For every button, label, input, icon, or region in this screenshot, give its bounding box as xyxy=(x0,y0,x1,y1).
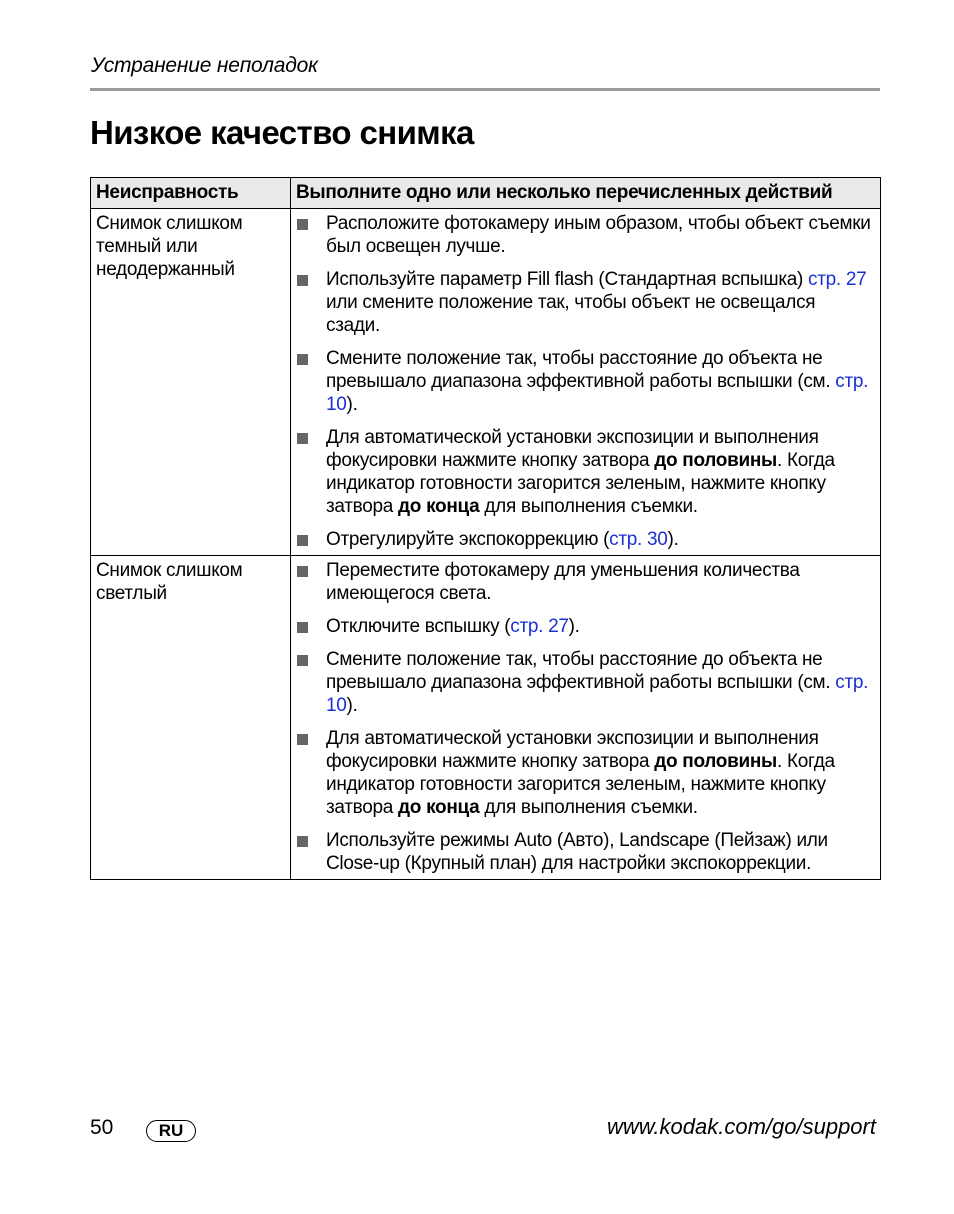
action-text: . Когда индикатор готовности загорится зеленым, нажмите кнопку затвора xyxy=(326,450,835,517)
action-text: Смените положение так, чтобы расстояние до объекта не превышало диапазона эффективной работы вспышки (см. xyxy=(326,348,836,392)
square-bullet-icon xyxy=(297,433,308,444)
action-text: Отключите вспышку ( xyxy=(326,616,511,637)
actions-list xyxy=(296,559,872,875)
square-bullet-icon xyxy=(297,622,308,633)
troubleshooting-table xyxy=(90,177,881,880)
action-text: Используйте параметр Fill flash (Стандартная вспышка) xyxy=(326,269,809,290)
table-header-row xyxy=(91,178,881,209)
language-badge: RU xyxy=(146,1120,196,1142)
action-item xyxy=(296,559,872,605)
page-reference-link[interactable]: стр. 10 xyxy=(326,672,869,716)
action-text: . Когда индикатор готовности загорится зеленым, нажмите кнопку затвора xyxy=(326,751,835,818)
page-reference-link[interactable]: стр. 27 xyxy=(808,269,867,290)
action-item xyxy=(296,528,872,551)
square-bullet-icon xyxy=(297,655,308,666)
support-url-link[interactable]: www.kodak.com/go/support xyxy=(606,1114,876,1139)
page-reference-link[interactable]: стр. 10 xyxy=(326,371,869,415)
square-bullet-icon xyxy=(297,836,308,847)
action-text: Переместите фотокамеру для уменьшения количества имеющегося света. xyxy=(326,560,800,604)
emphasis-text: до конца xyxy=(398,797,480,818)
action-item xyxy=(296,727,872,819)
problem-cell: Снимок слишком темный или недодержанный xyxy=(91,209,291,556)
action-item xyxy=(296,426,872,518)
action-text: или смените положение так, чтобы объект не освещался сзади. xyxy=(326,292,816,336)
page-number: 50 xyxy=(90,1116,114,1139)
action-text: ). xyxy=(346,695,358,716)
page-reference-link[interactable]: стр. 27 xyxy=(510,616,569,637)
emphasis-text: до половины xyxy=(654,751,777,772)
column-header-actions: Выполните одно или несколько перечисленных действий xyxy=(291,178,881,209)
page-reference-link[interactable]: стр. 30 xyxy=(609,529,668,550)
running-header: Устранение неполадок xyxy=(91,54,318,77)
action-item xyxy=(296,829,872,875)
square-bullet-icon xyxy=(297,354,308,365)
action-text: для выполнения съемки. xyxy=(479,496,698,517)
action-item xyxy=(296,347,872,416)
emphasis-text: до конца xyxy=(398,496,480,517)
actions-cell xyxy=(291,556,881,880)
square-bullet-icon xyxy=(297,275,308,286)
table-row xyxy=(91,556,881,880)
table-row xyxy=(91,209,881,556)
actions-cell xyxy=(291,209,881,556)
action-item xyxy=(296,648,872,717)
action-text: ). xyxy=(667,529,679,550)
actions-list xyxy=(296,212,872,551)
emphasis-text: до половины xyxy=(654,450,777,471)
header-rule xyxy=(90,88,880,91)
action-text: ). xyxy=(346,394,358,415)
column-header-problem: Неисправность xyxy=(91,178,291,209)
action-text: ). xyxy=(568,616,580,637)
action-text: для выполнения съемки. xyxy=(479,797,698,818)
square-bullet-icon xyxy=(297,734,308,745)
page-title: Низкое качество снимка xyxy=(90,114,474,151)
problem-cell: Снимок слишком светлый xyxy=(91,556,291,880)
square-bullet-icon xyxy=(297,535,308,546)
square-bullet-icon xyxy=(297,219,308,230)
action-item xyxy=(296,615,872,638)
action-text: Смените положение так, чтобы расстояние до объекта не превышало диапазона эффективной работы вспышки (см. xyxy=(326,649,836,693)
square-bullet-icon xyxy=(297,566,308,577)
action-item xyxy=(296,268,872,337)
action-text: Используйте режимы Auto (Авто), Landscape (Пейзаж) или Close-up (Крупный план) для настройки экспокоррекции. xyxy=(326,830,828,874)
action-item xyxy=(296,212,872,258)
action-text: Для автоматической установки экспозиции и выполнения фокусировки нажмите кнопку затвора xyxy=(326,427,819,471)
action-text: Расположите фотокамеру иным образом, чтобы объект съемки был освещен лучше. xyxy=(326,213,871,257)
action-text: Для автоматической установки экспозиции и выполнения фокусировки нажмите кнопку затвора xyxy=(326,728,819,772)
action-text: Отрегулируйте экспокоррекцию ( xyxy=(326,529,610,550)
